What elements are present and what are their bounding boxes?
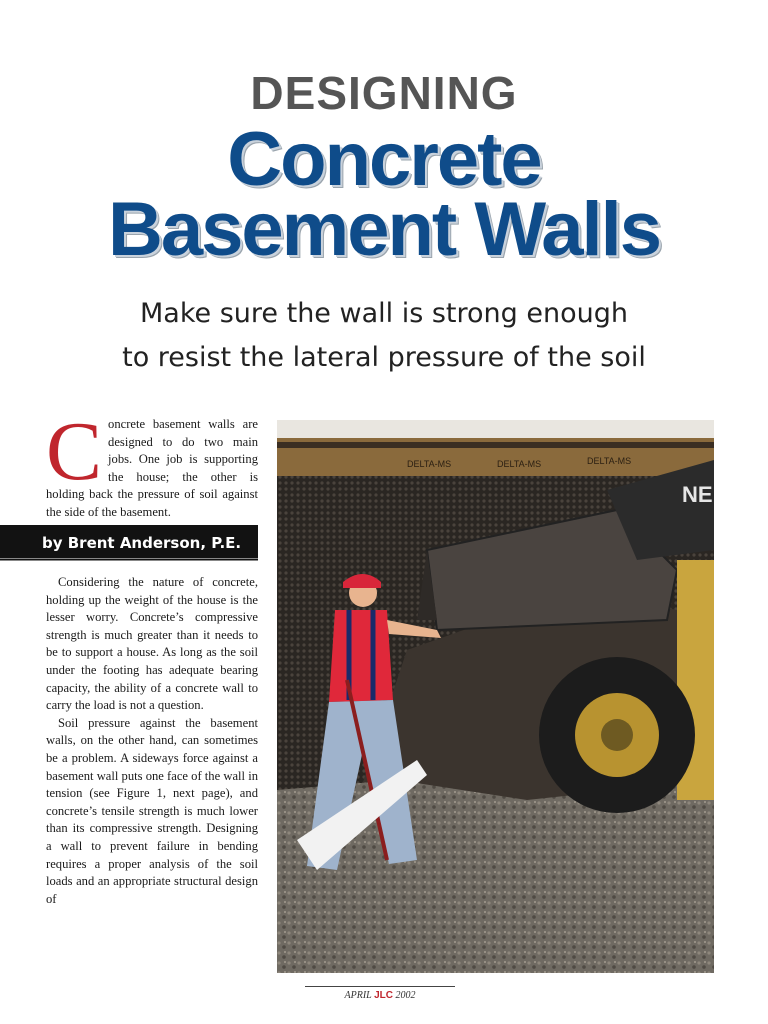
footer-rule [305,986,455,987]
title-line-2: Basement Walls [107,187,661,272]
membrane-label: DELTA-MS [407,459,452,469]
deck-line-2: to resist the lateral pressure of the soil [122,342,646,373]
footer-month: APRIL [344,990,372,1001]
basement-photo [277,420,714,973]
body-paragraph: Soil pressure against the basement walls, on the other hand, can sometimes be a problem. A sideways force against a basement wall puts one face of the wall in tension (see Figure 1, next page), and concrete’s tensile strength is much lower than its compressive strength. Designing a wall to prevent failure in bending requires a proper analysis of the soil loads and an appropriate structural design of [46,715,258,906]
worker-shirt [329,610,393,702]
photo-illustration [277,420,714,973]
loader-brand: NE [682,482,713,507]
page-footer [305,990,455,1001]
byline: by Brent Anderson, P.E. [0,525,258,561]
membrane-label: DELTA-MS [497,459,542,469]
footer-brand: JLC [374,990,393,1001]
title-line-1: Concrete [227,117,541,202]
drop-cap: C [46,405,103,498]
intro-paragraph [46,405,258,522]
intro-text: oncrete basement walls are designed to do two main jobs. One job is supporting the house; the other is holding back the pressure of soil against the side of the basement. [46,417,258,519]
footer-year: 2002 [395,990,416,1001]
deck-line-1: Make sure the wall is strong enough [140,298,628,329]
body-text [46,574,258,908]
title-kicker: DESIGNING [250,67,518,119]
membrane-label: DELTA-MS [587,456,632,466]
body-paragraph: Considering the nature of concrete, holding up the weight of the house is the lesser worry. Concrete’s compressive strength is much greater than it needs to be to support a house. As long as the soil under the footing has adequate bearing capacity, the ability of a concrete wall to carry the load is not a question. [46,575,258,713]
